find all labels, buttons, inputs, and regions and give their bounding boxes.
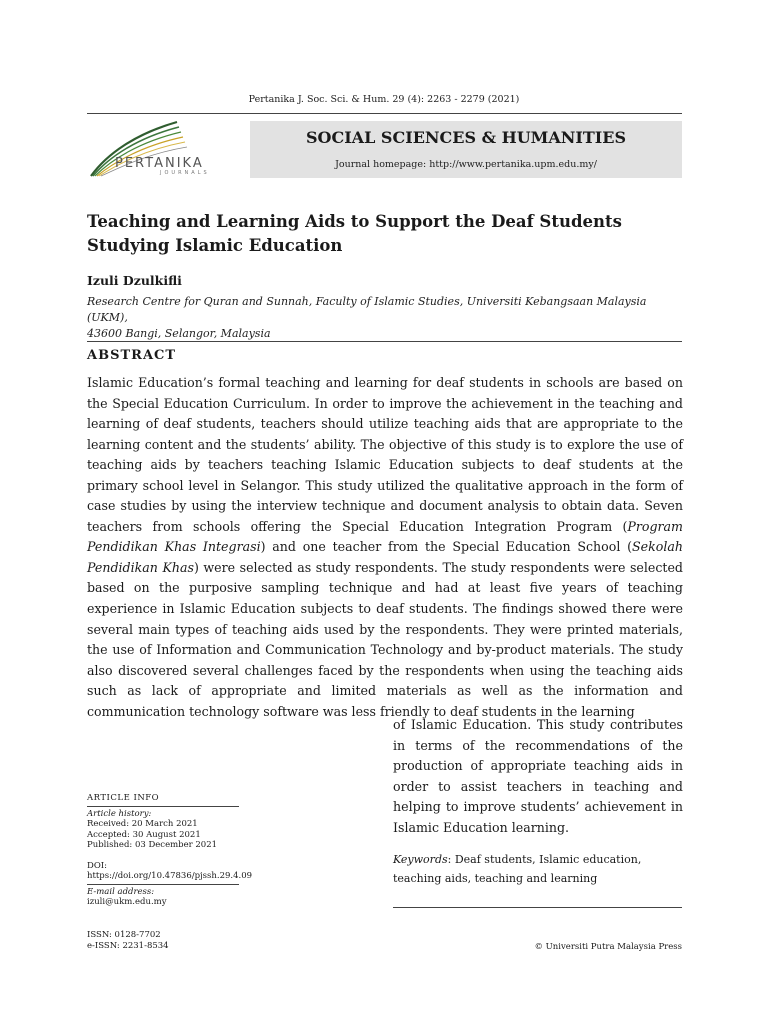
doi-rule — [87, 884, 239, 885]
article-history-label: Article history: — [87, 808, 152, 819]
logo-subtext: JOURNALS — [160, 170, 210, 176]
doi-link[interactable]: DOI: https://doi.org/10.47836/pjssh.29.4.09 — [87, 860, 253, 881]
issn-block — [87, 930, 169, 951]
abstract-heading: ABSTRACT — [87, 348, 177, 363]
header-rule — [87, 113, 682, 114]
keywords-colon: : — [447, 853, 455, 866]
email-label: E-mail address: — [87, 886, 155, 897]
author-name: Izuli Dzulkifli — [87, 273, 182, 288]
abstract-italic-2: Sekolah Pendidikan Khas — [87, 539, 683, 575]
keywords-rule — [393, 907, 682, 908]
abstract-text-2: ) and one teacher from the Special Education School ( — [260, 539, 633, 555]
e-issn: e-ISSN: 2231-8534 — [87, 940, 169, 951]
paper-title: Teaching and Learning Aids to Support the Deaf Students Studying Islamic Education — [87, 212, 622, 255]
issn: ISSN: 0128-7702 — [87, 930, 161, 940]
journal-title: SOCIAL SCIENCES & HUMANITIES — [305, 128, 627, 147]
abstract-body — [87, 373, 683, 722]
abstract-text-3: ) were selected as study respondents. The study respondents were selected based on the purposive sampling technique and had at least five years of teaching experience in Islamic Education subjects to deaf students. The findings showed there were several main types of teaching aids used by the respondents. They were printed materials, the use of Information and Communication Technology and by-product materials. The study also discovered several challenges faced by the respondents when using the teaching aids such as lack of appropriate and limited materials as well as the information and communication technology software was less friendly to deaf students in the learning — [87, 559, 683, 719]
journal-citation: Pertanika J. Soc. Sci. & Hum. 29 (4): 2263 - 2279 (2021) — [248, 94, 520, 105]
article-info-heading: ARTICLE INFO — [87, 793, 160, 803]
abstract-rule — [87, 341, 682, 342]
journal-homepage: Journal homepage: http://www.pertanika.upm.edu.my/ — [335, 159, 597, 170]
article-info — [87, 793, 253, 908]
abstract-italic-1: Program Pendidikan Khas Integrasi — [87, 518, 683, 555]
received-date: Received: 20 March 2021 — [87, 819, 198, 829]
email-address[interactable]: izuli@ukm.edu.my — [87, 897, 167, 907]
affiliation-line-1: Research Centre for Quran and Sunnah, Faculty of Islamic Studies, Universiti Kebangsaan Malaysia (UKM), — [87, 295, 647, 324]
published-date: Published: 03 December 2021 — [87, 840, 218, 850]
abstract-continuation: of Islamic Education. This study contributes in terms of the recommendations of the production of appropriate teaching aids in order to assist teachers in teaching and helping to improve students’ achievement in Islamic Education learning. — [393, 717, 683, 835]
keywords-text: Deaf students, Islamic education, teaching aids, teaching and learning — [393, 853, 642, 885]
keywords-label: Keywords — [393, 853, 448, 866]
article-info-rule — [87, 806, 239, 807]
abstract-text-1: Islamic Education’s formal teaching and learning for deaf students in schools are based on the Special Education Curriculum. In order to improve the achievement in the teaching and learning of deaf students, teachers should utilize teaching aids that are appropriate to the learning content and the students’ ability. The objective of this study is to explore the use of teaching aids by teachers teaching Islamic Education subjects to deaf students at the primary school level in Selangor. This study utilized the qualitative approach in the form of case studies by using the interview technique and document analysis to obtain data. Seven teachers from schools offering the Special Education Integration Program ( — [87, 375, 683, 534]
author-affiliation — [87, 294, 687, 342]
affiliation-line-2: 43600 Bangi, Selangor, Malaysia — [87, 327, 271, 340]
keywords — [393, 850, 685, 888]
publisher-copyright: © Universiti Putra Malaysia Press — [534, 942, 682, 952]
accepted-date: Accepted: 30 August 2021 — [87, 829, 201, 840]
logo-wordmark: PERTANIKA — [115, 156, 204, 171]
